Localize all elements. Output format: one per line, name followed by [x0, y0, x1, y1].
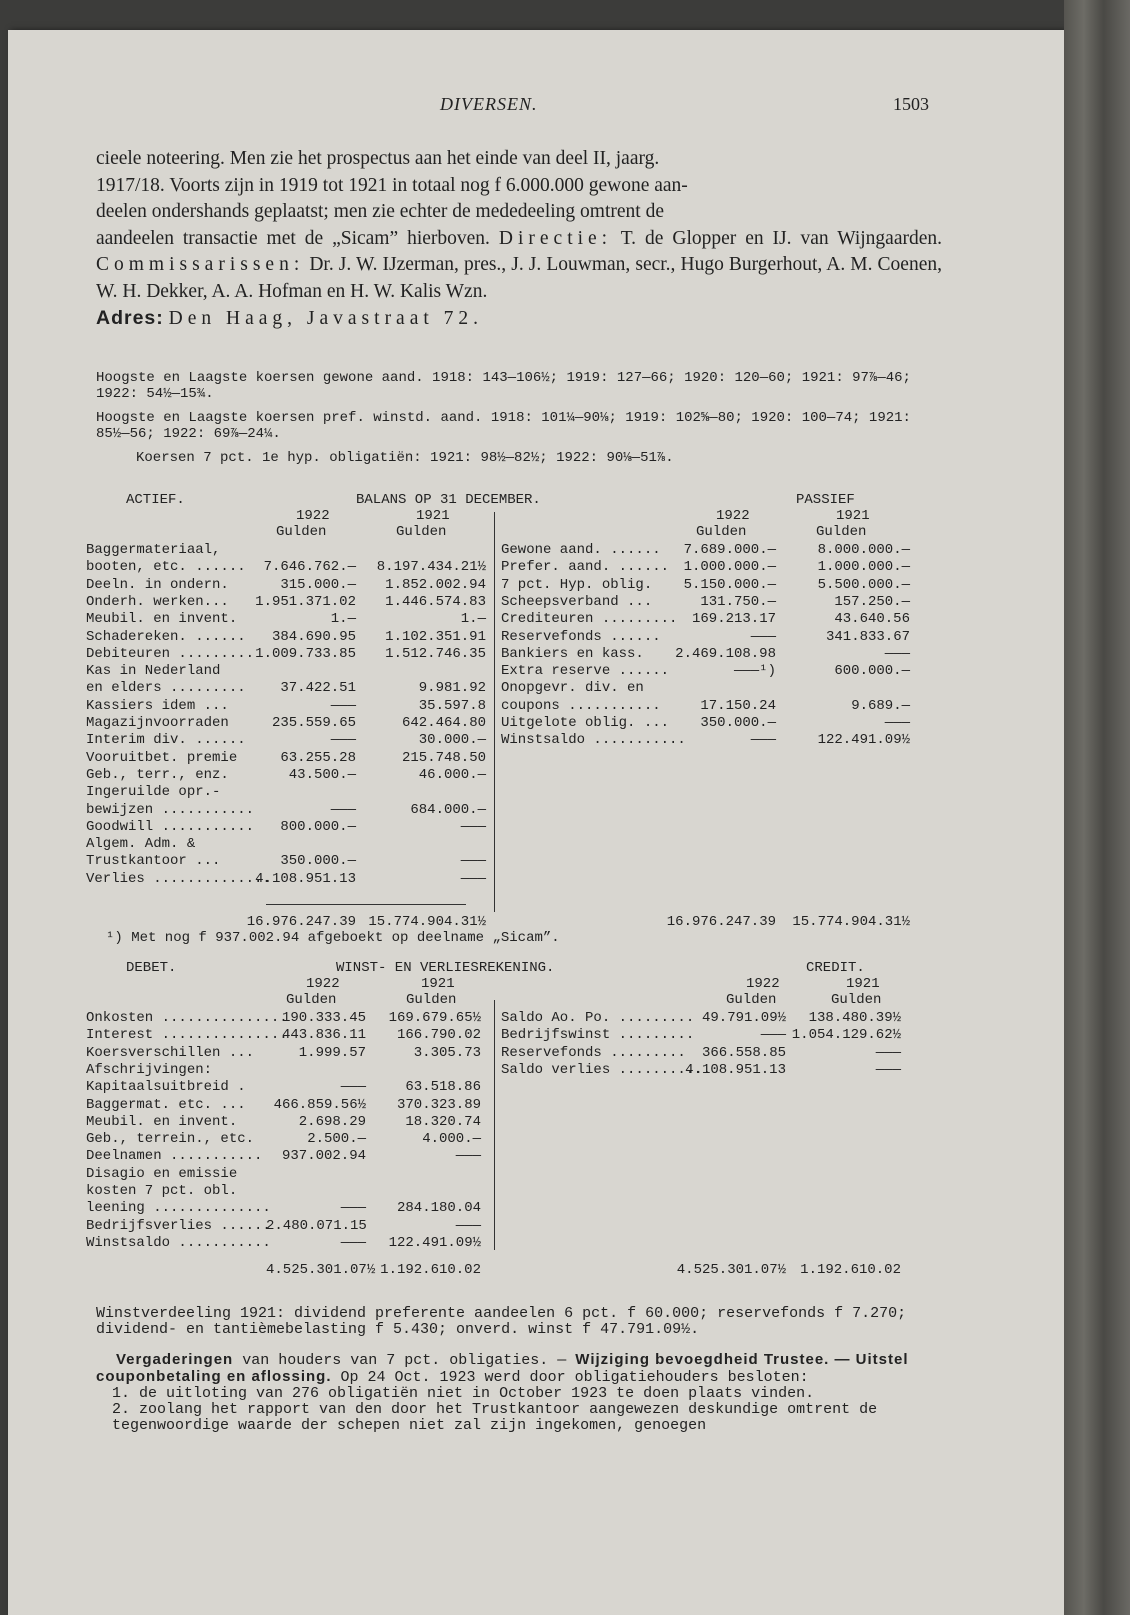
actief-value: 384.690.95 [271, 628, 356, 645]
year-1921: 1921 [846, 976, 880, 992]
actief-value: 1.— [330, 611, 356, 628]
debet-value: 18.320.74 [405, 1113, 481, 1130]
pl-year-row [86, 976, 926, 992]
debet-value: ——— [340, 1079, 366, 1096]
directie-text: T. de Glopper en IJ. van Wijngaarden. [620, 227, 943, 249]
closing-notes [96, 1306, 942, 1434]
passief-value: ———¹) [733, 663, 776, 680]
balance-sheet [86, 492, 926, 946]
actief-value: 1.446.574.83 [385, 593, 486, 610]
debet-value: 2.698.29 [298, 1113, 366, 1130]
debet-value: 370.323.89 [396, 1096, 481, 1113]
debet-value: ——— [340, 1200, 366, 1217]
debet-value: 190.333.45 [281, 1010, 366, 1026]
actief-value: 642.464.80 [401, 715, 486, 731]
debet-value: 2.480.071.15 [266, 1217, 367, 1234]
intro-line: deelen ondershands geplaatst; men zie echter de mededeeling omtrent de [96, 201, 664, 222]
total-value: 1.192.610.02 [380, 1262, 481, 1278]
unit-label: Gulden [396, 524, 447, 540]
credit-label: Saldo verlies ........... [501, 1061, 712, 1078]
vergadering-label-2: Wijziging bevoegdheid Trustee. — Uitstel couponbetaling en aflossing. [96, 1351, 909, 1385]
debet-label: Winstsaldo ........... [86, 1234, 271, 1251]
unit-label: Gulden [726, 992, 777, 1008]
actief-heading: ACTIEF. [126, 492, 185, 508]
passief-label: coupons ........... [501, 697, 661, 714]
debet-label: Geb., terrein., etc. [86, 1131, 255, 1148]
actief-label: Verlies .............. [86, 870, 271, 887]
debet-value: ——— [340, 1234, 366, 1251]
intro-line: cieele noteering. Men zie het prospectus aan het einde van deel II, jaarg. [96, 148, 660, 169]
actief-value: 800.000.— [280, 818, 356, 835]
passief-value: 169.213.17 [691, 611, 776, 628]
intro-line: aandeelen transactie met de „Sicam” hierboven. [96, 227, 490, 249]
debet-value: 1.999.57 [298, 1044, 366, 1061]
actief-value: ——— [330, 697, 356, 714]
passief-value: ——— [884, 645, 910, 662]
debet-label: Meubil. en invent. [86, 1113, 238, 1130]
actief-value: 1.009.733.85 [255, 645, 356, 662]
passief-label: Uitgelote oblig. ... [501, 715, 670, 731]
unit-label: Gulden [816, 524, 867, 540]
credit-value: ——— [875, 1044, 901, 1061]
actief-value: ——— [330, 732, 356, 749]
debet-value: 169.679.65½ [388, 1010, 481, 1026]
directie-label: Directie: [498, 227, 613, 249]
balance-unit-row [86, 524, 926, 540]
actief-label: Baggermateriaal, [86, 542, 221, 558]
actief-label: Magazijnvoorraden [86, 715, 229, 731]
actief-value: 315.000.— [280, 576, 356, 593]
price-quotes [96, 370, 942, 474]
debet-label: Onkosten ............... [86, 1010, 288, 1026]
passief-label: Bankiers en kass. [501, 645, 644, 662]
quote-obligaties: Koersen 7 pct. 1e hyp. obligatiën: 1921: 98½—82½; 1922: 90⅛—51⅞. [136, 450, 674, 466]
section-title: DIVERSEN. [440, 94, 538, 114]
total-value: 15.774.904.31½ [368, 914, 486, 930]
year-1922: 1922 [296, 508, 330, 524]
credit-label: Reservefonds ......... [501, 1044, 686, 1061]
actief-value: ——— [330, 801, 356, 818]
debet-value: 3.305.73 [413, 1044, 481, 1061]
winstverdeeling: Winstverdeeling 1921: dividend preferente aandeelen 6 pct. f 60.000; reservefonds f 7.270; dividend- en tantièmebelasting f 5.430; onverd. winst f 47.791.09½. [96, 1305, 907, 1338]
actief-value: ——— [460, 870, 486, 887]
passief-value: 2.469.108.98 [675, 645, 776, 662]
actief-value: 4.108.951.13 [255, 870, 356, 887]
pl-title: WINST- EN VERLIESREKENING. [336, 960, 555, 976]
passief-value: ——— [750, 628, 776, 645]
actief-label: Kas in Nederland [86, 663, 221, 680]
actief-value: 1.— [460, 611, 486, 628]
column-divider [494, 512, 495, 912]
balance-year-row [86, 508, 926, 524]
passief-label: Crediteuren ......... [501, 611, 678, 628]
actief-label: Onderh. werken... [86, 593, 229, 610]
debet-value: 166.790.02 [396, 1027, 481, 1044]
passief-label: Extra reserve ...... [501, 663, 670, 680]
debet-label: leening .............. [86, 1200, 271, 1217]
credit-value: ——— [875, 1061, 901, 1078]
unit-label: Gulden [831, 992, 882, 1008]
passief-value: 43.640.56 [834, 611, 910, 628]
passief-value: 8.000.000.— [817, 542, 910, 558]
vergadering-label: Vergaderingen [116, 1351, 234, 1368]
intro-line: 1917/18. Voorts zijn in 1919 tot 1921 in totaal nog f 6.000.000 gewone aan- [96, 174, 688, 196]
passief-label: 7 pct. Hyp. oblig. [501, 576, 653, 593]
passief-label: Gewone aand. ...... [501, 542, 661, 558]
quote-gewone: Hoogste en Laagste koersen gewone aand. 1918: 143—106½; 1919: 127—66; 1920: 120—60; 1921: 97⅞—46; 1922: 54½—15¾. [96, 370, 911, 402]
total-value: 15.774.904.31½ [792, 914, 910, 930]
unit-label: Gulden [696, 524, 747, 540]
adres-line [96, 305, 942, 333]
balance-total-row [86, 914, 926, 930]
intro-paragraph [96, 226, 942, 306]
actief-label: bewijzen ........... [86, 801, 255, 818]
besluit-item: 2. zoolang het rapport van den door het Trustkantoor aangewezen deskundige omtrent de tegenwoordige waarde der schepen niet zal zijn ingekomen, genoegen [112, 1401, 878, 1434]
actief-value: 1.512.746.35 [385, 645, 486, 662]
besluit-item: 1. de uitloting van 276 obligatiën niet in October 1923 te doen plaats vinden. [112, 1385, 815, 1402]
year-1922: 1922 [306, 976, 340, 992]
book-page [8, 30, 1064, 1615]
pl-heading-row [86, 960, 926, 976]
year-1921: 1921 [421, 976, 455, 992]
credit-value: ——— [760, 1027, 786, 1044]
actief-label: Ingeruilde opr.- [86, 784, 221, 801]
debet-value: 4.000.— [422, 1131, 481, 1148]
debet-value: 466.859.56½ [273, 1096, 366, 1113]
passief-value: ——— [884, 715, 910, 731]
actief-value: 9.981.92 [418, 680, 486, 697]
debet-value: 63.518.86 [405, 1079, 481, 1096]
actief-value: 8.197.434.21½ [376, 559, 486, 576]
debet-value: 937.002.94 [281, 1148, 366, 1165]
passief-value: 122.491.09½ [817, 732, 910, 749]
passief-value: 5.500.000.— [817, 576, 910, 593]
actief-value: 1.102.351.91 [385, 628, 486, 645]
actief-label: Vooruitbet. premie [86, 749, 238, 766]
year-1922: 1922 [746, 976, 780, 992]
credit-heading: CREDIT. [806, 960, 865, 976]
passief-heading: PASSIEF [796, 492, 855, 508]
quote-pref: Hoogste en Laagste koersen pref. winstd. aand. 1918: 101¼—90⅛; 1919: 102⅝—80; 1920: 100—74; 1921: 85½—56; 1922: 69⅞—24¼. [96, 410, 911, 442]
passief-label: Prefer. aand. ...... [501, 559, 670, 576]
debet-label: Deelnamen ........... [86, 1148, 263, 1165]
passief-value: ——— [750, 732, 776, 749]
debet-value: ——— [455, 1217, 481, 1234]
total-rule [266, 904, 466, 905]
passief-value: 1.000.000.— [683, 559, 776, 576]
actief-value: 46.000.— [418, 766, 486, 783]
actief-value: 35.597.8 [418, 697, 486, 714]
passief-value: 5.150.000.— [683, 576, 776, 593]
actief-value: 63.255.28 [280, 749, 356, 766]
passief-value: 350.000.— [700, 715, 776, 731]
actief-label: en elders ......... [86, 680, 246, 697]
debet-value: 284.180.04 [396, 1200, 481, 1217]
unit-label: Gulden [286, 992, 337, 1008]
balance-footnote [86, 930, 926, 946]
debet-value: ——— [455, 1148, 481, 1165]
passief-label: Winstsaldo ........... [501, 732, 686, 749]
actief-value: 7.646.762.— [263, 559, 356, 576]
passief-value: 131.750.— [700, 593, 776, 610]
debet-label: Interest ............... [86, 1027, 288, 1044]
actief-value: 37.422.51 [280, 680, 356, 697]
passief-value: 17.150.24 [700, 697, 776, 714]
pl-total-row [86, 1262, 926, 1278]
balance-title: BALANS OP 31 DECEMBER. [356, 492, 541, 508]
actief-label: Algem. Adm. & [86, 836, 196, 853]
actief-value: ——— [460, 853, 486, 870]
unit-label: Gulden [406, 992, 457, 1008]
total-value: 16.976.247.39 [246, 914, 356, 930]
passief-value: 600.000.— [834, 663, 910, 680]
passief-label: Onopgevr. div. en [501, 680, 644, 697]
credit-label: Bedrijfswinst ......... [501, 1027, 695, 1044]
page-number: 1503 [893, 94, 929, 114]
actief-label: Geb., terr., enz. [86, 766, 229, 783]
passief-label: Reservefonds ...... [501, 628, 661, 645]
debet-value: 122.491.09½ [388, 1234, 481, 1251]
passief-value: 157.250.— [834, 593, 910, 610]
actief-label: Kassiers idem ... [86, 697, 229, 714]
actief-label: Deeln. in ondern. [86, 576, 229, 593]
passief-value: 7.689.000.— [683, 542, 776, 558]
unit-label: Gulden [276, 524, 327, 540]
credit-value: 1.054.129.62½ [791, 1027, 901, 1044]
debet-label: Baggermat. etc. ... [86, 1096, 246, 1113]
actief-value: 350.000.— [280, 853, 356, 870]
credit-value: 138.480.39½ [808, 1010, 901, 1026]
actief-value: 1.951.371.02 [255, 593, 356, 610]
debet-heading: DEBET. [126, 960, 177, 976]
vergadering-mid: van houders van 7 pct. obligaties. — [242, 1352, 567, 1369]
year-1921: 1921 [836, 508, 870, 524]
debet-label: Koersverschillen ... [86, 1044, 255, 1061]
year-1921: 1921 [416, 508, 450, 524]
debet-value: 2.500.— [307, 1131, 366, 1148]
credit-value: 366.558.85 [701, 1044, 786, 1061]
vergadering-paragraph [96, 1352, 942, 1386]
adres-text: Den Haag, Javastraat 72. [168, 308, 484, 329]
debet-label: Disagio en emissie [86, 1165, 238, 1182]
total-value: 4.525.301.07½ [676, 1262, 786, 1278]
actief-label: Meubil. en invent. [86, 611, 238, 628]
balance-heading-row [86, 492, 926, 508]
actief-label: Goodwill ........... [86, 818, 255, 835]
year-1922: 1922 [716, 508, 750, 524]
passief-value: 1.000.000.— [817, 559, 910, 576]
credit-value: 4.108.951.13 [685, 1061, 786, 1078]
debet-label: kosten 7 pct. obl. [86, 1183, 238, 1199]
adres-label: Adres: [96, 307, 164, 329]
actief-value: 215.748.50 [401, 749, 486, 766]
actief-value: 30.000.— [418, 732, 486, 749]
pl-unit-row [86, 992, 926, 1008]
debet-label: Bedrijfsverlies ...... [86, 1217, 271, 1234]
actief-label: Interim div. ...... [86, 732, 246, 749]
actief-value: ——— [460, 818, 486, 835]
debet-value: 443.836.11 [281, 1027, 366, 1044]
commissarissen-label: Commissarissen: [96, 254, 305, 275]
actief-label: Trustkantoor ... [86, 853, 221, 870]
passief-value: 341.833.67 [825, 628, 910, 645]
total-value: 4.525.301.07½ [266, 1262, 376, 1278]
actief-label: Debiteuren ......... [86, 645, 255, 662]
actief-value: 43.500.— [288, 766, 356, 783]
debet-label: Afschrijvingen: [86, 1061, 213, 1078]
commissarissen-text: Dr. J. W. IJzerman, pres., J. J. Louwman, secr., Hugo Burgerhout, A. M. Coenen, W. H. Dekker, A. A. Hofman en H. W. Kalis Wzn. [96, 254, 942, 302]
passief-label: Scheepsverband ... [501, 593, 653, 610]
actief-value: 1.852.002.94 [385, 576, 486, 593]
book-spine [1064, 0, 1130, 1615]
running-header [8, 94, 1064, 118]
profit-loss-account [86, 960, 926, 1290]
credit-value: 49.791.09½ [701, 1010, 786, 1026]
total-value: 16.976.247.39 [666, 914, 776, 930]
total-value: 1.192.610.02 [800, 1262, 901, 1278]
actief-value: 684.000.— [410, 801, 486, 818]
company-description [96, 146, 942, 333]
credit-label: Saldo Ao. Po. ......... [501, 1010, 695, 1026]
vergadering-rest: Op 24 Oct. 1923 werd door obligatiehouders besloten: [340, 1369, 809, 1386]
column-divider [494, 1000, 495, 1250]
footnote-text: ¹) Met nog f 937.002.94 afgeboekt op deelname „Sicam”. [106, 930, 560, 946]
actief-label: Schadereken. ...... [86, 628, 246, 645]
passief-value: 9.689.— [851, 697, 910, 714]
actief-value: 235.559.65 [271, 715, 356, 731]
actief-label: booten, etc. ...... [86, 559, 246, 576]
debet-label: Kapitaalsuitbreid . [86, 1079, 246, 1096]
